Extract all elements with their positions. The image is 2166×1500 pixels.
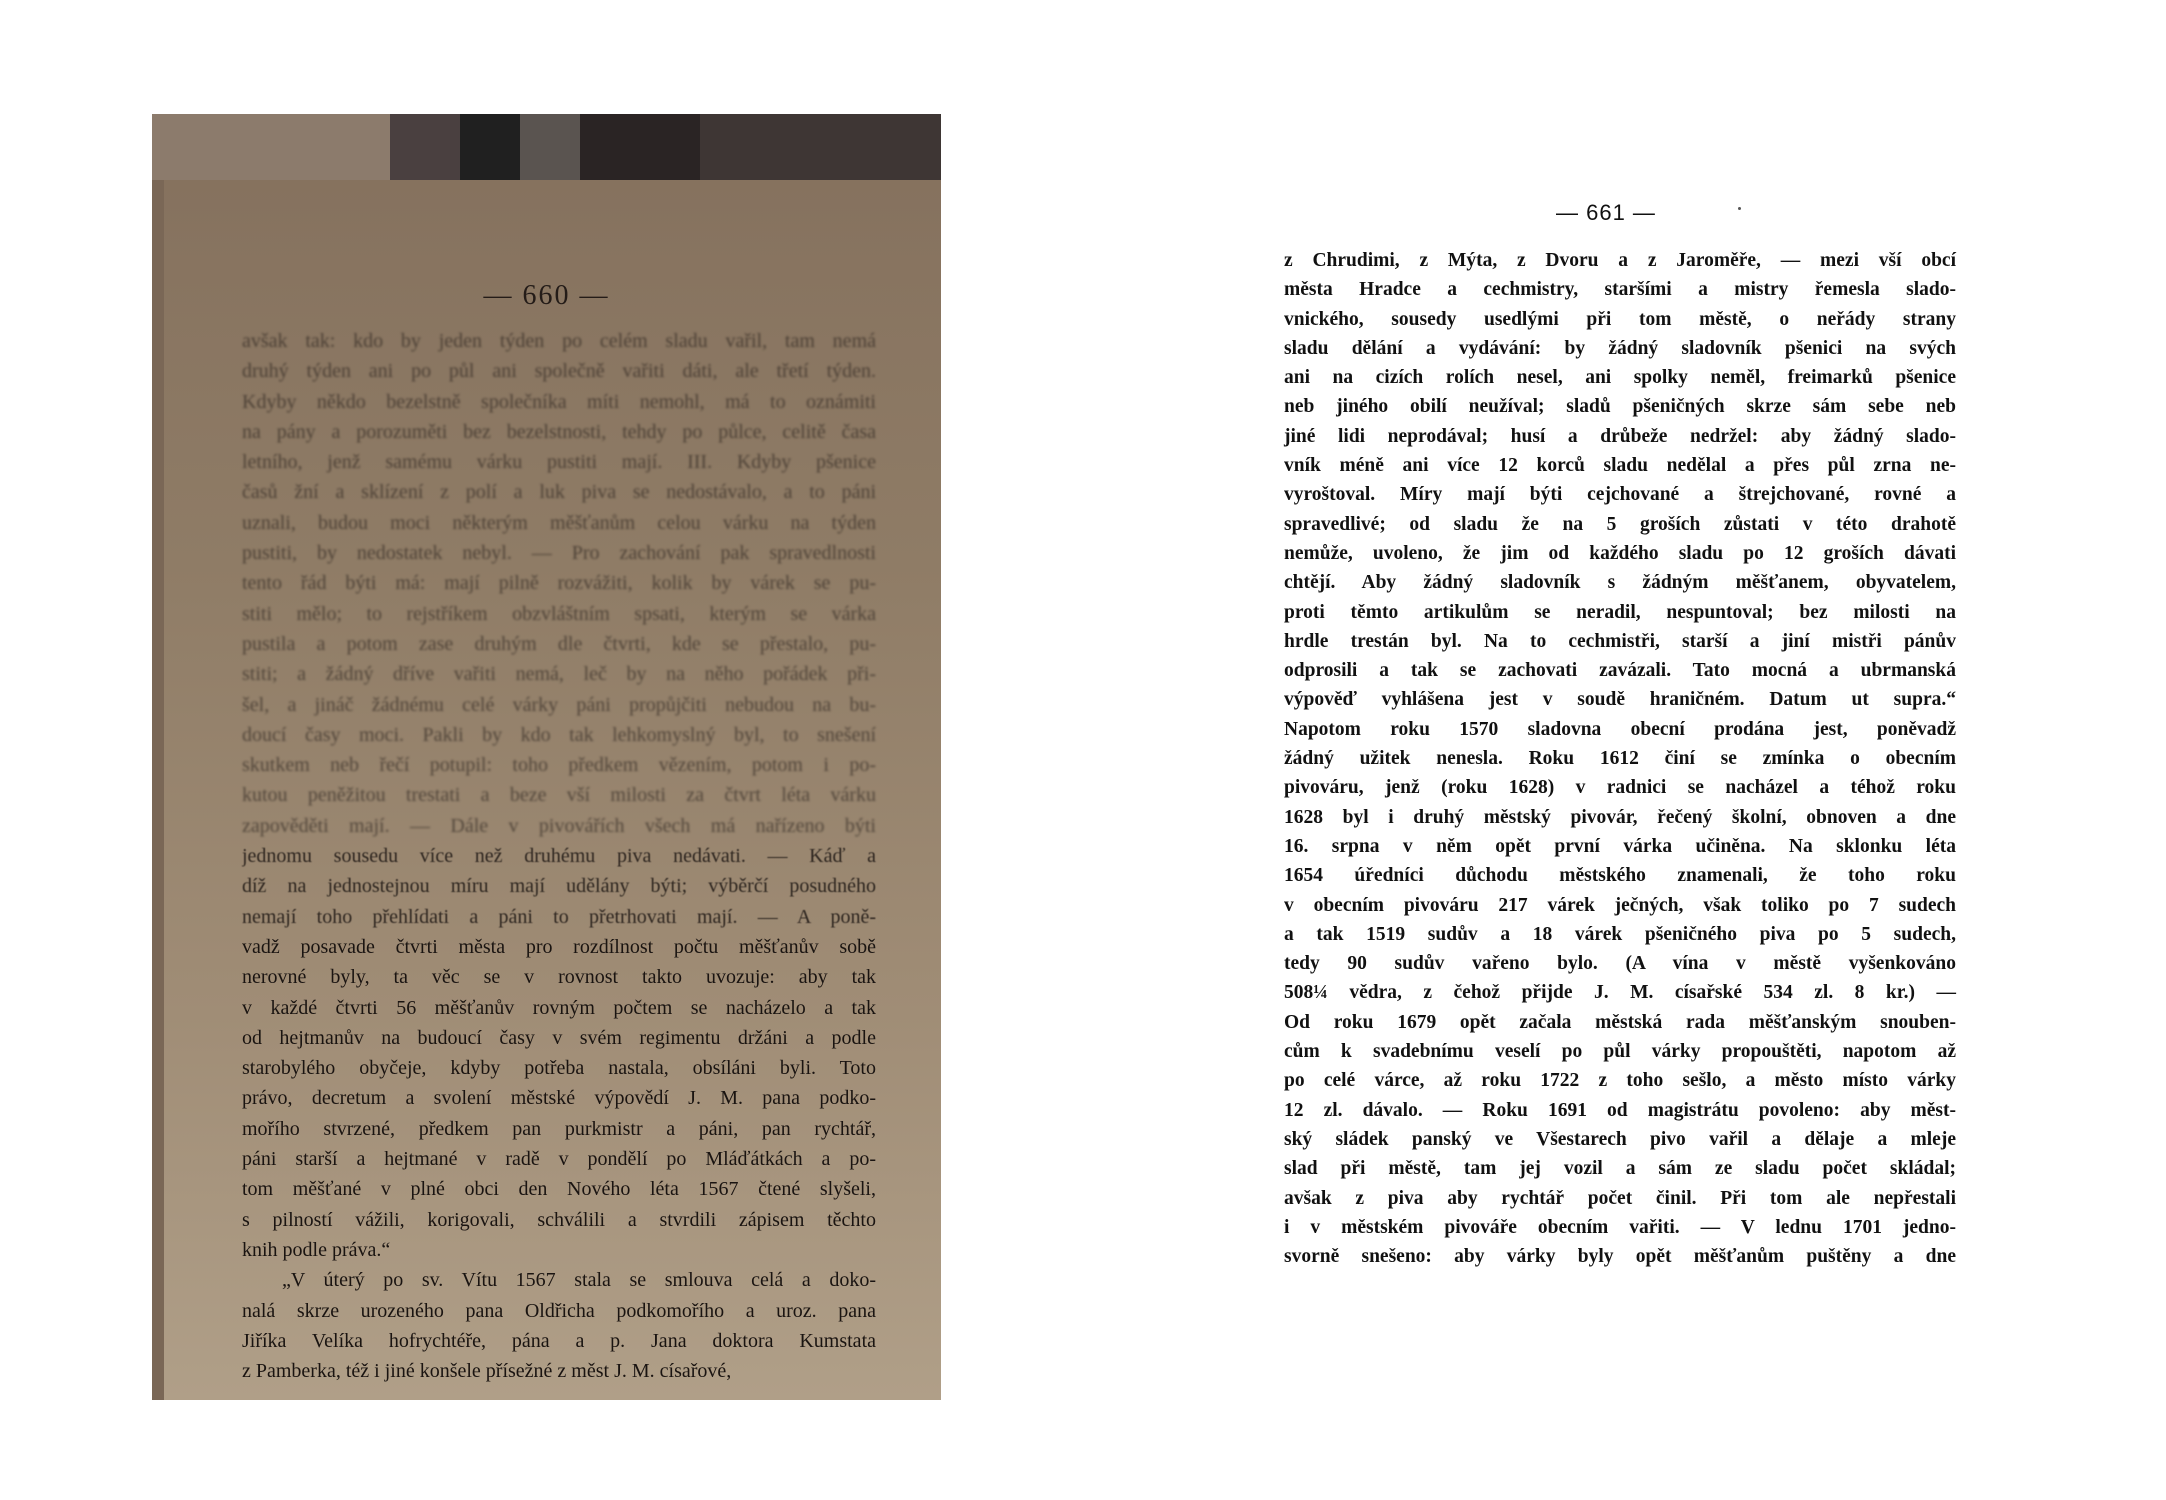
right-text-line: proti těmto artikulům se neradil, nespuntoval; bez milosti na bbox=[1284, 601, 1956, 623]
right-text-line: sladu dělání a vydávání: by žádný sladovník pšenici na svých bbox=[1284, 337, 1956, 359]
left-text-line: stiti; a žádný dříve vařiti nemá, leč by na něho pořádek při- bbox=[242, 663, 876, 686]
right-text-line: z Chrudimi, z Mýta, z Dvoru a z Jaroměře, — mezi vší obcí bbox=[1284, 250, 1956, 271]
left-text-line: letního, jenž samému várku pustiti mají. III. Kdyby pšenice bbox=[242, 451, 876, 474]
right-text-line: slad při městě, tam jej vozil a sám ze sladu počet skládal; bbox=[1284, 1158, 1956, 1180]
right-text-line: vník méně ani více 12 korců sladu nedělal a přes půl zrna ne- bbox=[1284, 455, 1956, 477]
right-text-line: neb jiného obilí neužíval; sladů pšeničných skrze sám sebe neb bbox=[1284, 396, 1956, 418]
right-text-line: svorně snešeno: aby várky byly opět měšťanům puštěny a dne bbox=[1284, 1246, 1956, 1268]
left-text-line: od hejtmanův na budoucí časy v svém regimentu držáni a podle bbox=[242, 1026, 876, 1049]
left-text-line: s pilností vážili, korigovali, schválili a stvrdili zápisem těchto bbox=[242, 1208, 876, 1231]
left-text-line: skutkem neb řečí potupil: toho předkem vězením, potom i po- bbox=[242, 754, 876, 777]
left-page-scan bbox=[152, 114, 941, 1400]
scan-speck bbox=[1738, 207, 1741, 210]
left-text-line: vadž posavade čtvrti města pro rozdílnost počtu měšťanův sobě bbox=[242, 935, 876, 958]
right-text-line: a tak 1519 sudův a 18 várek pšeničného piva po 5 sudech, bbox=[1284, 923, 1956, 945]
right-text-line: odprosili a tak se zachovati zavázali. Tato mocná a ubrmanská bbox=[1284, 660, 1956, 682]
right-text-line: pivováru, jenž (roku 1628) v radnici se nacházel a téhož roku bbox=[1284, 777, 1956, 799]
left-text-line: Jiříka Velíka hofrychtéře, pána a p. Jana doktora Kumstata bbox=[242, 1329, 876, 1352]
left-text-line: knih podle práva.“ bbox=[242, 1238, 391, 1261]
right-text-line: 1654 úředníci důchodu městského znamenali, že toho roku bbox=[1284, 865, 1956, 887]
right-text-line: po celé várce, až roku 1722 z toho sešlo, a město místo várky bbox=[1284, 1070, 1956, 1092]
right-text-line: spravedlivé; od sladu že na 5 groších zůstati v této drahotě bbox=[1284, 513, 1956, 535]
right-text-line: města Hradce a cechmistry, staršími a mistry řemesla slado- bbox=[1284, 279, 1956, 301]
left-text-line: pustila a potom zase druhým dle čtvrti, kde se přestalo, pu- bbox=[242, 632, 876, 655]
left-text-line: Kdyby někdo bezelstně společníka míti nemohl, má to oznámiti bbox=[242, 390, 876, 413]
right-text-line: ský sládek panský ve Všestarech pivo vařil a dělaje a mleje bbox=[1284, 1128, 1956, 1150]
left-page-number: — 660 — bbox=[483, 280, 610, 311]
scan-edge-strip bbox=[152, 180, 164, 1400]
left-text-line: v každé čtvrti 56 měšťanův rovným počtem se nacházelo a tak bbox=[242, 996, 876, 1019]
right-text-line: avšak z piva aby rychtář počet činil. Při tom ale nepřestali bbox=[1284, 1187, 1956, 1209]
left-text-line: mořího stvrzené, předkem pan purkmistr a páni, pan rychtář, bbox=[242, 1117, 876, 1140]
right-page-number: — 661 — bbox=[1556, 200, 1656, 225]
left-page-text bbox=[242, 326, 876, 1386]
right-text-line: cům k svadebnímu veselí po půl várky propouštěti, napotom až bbox=[1284, 1041, 1956, 1063]
left-text-line: na pány a porozuměti bez bezelstnosti, tehdy po půlce, celitě časa bbox=[242, 420, 876, 443]
right-text-line: 12 zl. dávalo. — Roku 1691 od magistrátu povoleno: aby měst- bbox=[1284, 1099, 1956, 1121]
right-text-line: ani na cizích rolích nesel, ani spolky neměl, freimarků pšenice bbox=[1284, 367, 1956, 389]
right-text-line: 508¼ vědra, z čehož přijde J. M. císařské 534 zl. 8 kr.) — bbox=[1284, 982, 1956, 1004]
right-text-line: vnického, sousedy usedlými při tom městě, o neřády strany bbox=[1284, 308, 1956, 330]
right-text-line: nemůže, uvoleno, že jim od každého sladu po 12 groších dávati bbox=[1284, 542, 1956, 564]
left-text-line: tom měšťané v plné obci den Nového léta 1567 čtené slyšeli, bbox=[242, 1178, 876, 1201]
left-text-line: pustiti, by nedostatek nebyl. — Pro zachování pak spravedlnosti bbox=[242, 542, 876, 565]
left-text-line: šel, a jináč žádnému celé várky páni propůjčiti nebudou na bu- bbox=[242, 693, 876, 716]
left-text-line: nalá skrze urozeného pana Oldřicha podkomořího a uroz. pana bbox=[242, 1299, 876, 1322]
left-text-line: doucí časy moci. Pakli by kdo tak lehkomyslný byl, to snešení bbox=[242, 723, 876, 746]
left-text-line: „V úterý po sv. Vítu 1567 stala se smlouva celá a doko- bbox=[282, 1269, 876, 1292]
right-text-line: v obecním pivováru 217 várek ječných, však toliko po 7 sudech bbox=[1284, 894, 1956, 916]
right-text-line: výpověď vyhlášena jest v soudě hraničném. Datum ut supra.“ bbox=[1284, 689, 1956, 711]
left-text-line: stiti mělo; to rejstříkem obzvláštním spsati, kterým se várka bbox=[242, 602, 876, 625]
right-text-line: 1628 byl i druhý městský pivovár, řečený školní, obnoven a dne bbox=[1284, 806, 1956, 828]
left-text-line: nerovné byly, ta věc se v rovnost takto uvozuje: aby tak bbox=[242, 966, 876, 989]
right-text-line: žádný užitek nenesla. Roku 1612 činí se zmínka o obecním bbox=[1284, 748, 1956, 770]
left-text-line: avšak tak: kdo by jeden týden po celém sladu vařil, tam nemá bbox=[242, 330, 876, 352]
left-text-line: starobylého obyčeje, kdyby potřeba nastala, obsíláni byli. Toto bbox=[242, 1057, 876, 1080]
right-text-line: vyroštoval. Míry mají býti cejchované a štrejchované, rovné a bbox=[1284, 484, 1956, 506]
left-text-line: uznali, budou moci některým měšťanům celou várku na týden bbox=[242, 511, 876, 534]
left-text-line: časů žní a sklízení z polí a luk piva se nedostávalo, a to páni bbox=[242, 481, 876, 504]
left-text-line: zapověděti mají. — Dále v pivovářích všech má nařízeno býti bbox=[242, 814, 876, 837]
left-text-line: nemají toho přehlídati a páni to přetrhovati mají. — A poně- bbox=[242, 905, 876, 928]
left-text-line: díž na jednostejnou míru mají udělány býti; výběrčí posudného bbox=[242, 875, 876, 898]
right-text-line: hrdle trestán byl. Na to cechmistři, starší a jiní mistři pánův bbox=[1284, 630, 1956, 652]
left-text-line: tento řád býti má: mají pilně rozvážiti, kolik by várek se pu- bbox=[242, 572, 876, 595]
left-text-line: právo, decretum a svolení městské výpovědí J. M. pana podko- bbox=[242, 1087, 876, 1110]
right-text-line: tedy 90 sudův vařeno bylo. (A vína v městě vyšenkováno bbox=[1284, 953, 1956, 975]
left-text-line: páni starší a hejtmané v radě v pondělí po Mláďátkách a po- bbox=[242, 1148, 876, 1171]
right-text-line: Od roku 1679 opět začala městská rada měšťanským snouben- bbox=[1284, 1011, 1956, 1033]
scan-top-dark-band bbox=[152, 114, 941, 180]
right-text-line: chtějí. Aby žádný sladovník s žádným měšťanem, obyvatelem, bbox=[1284, 572, 1956, 594]
right-page-text bbox=[1284, 246, 1956, 1271]
right-text-line: jiné lidi neprodával; husí a drůbeže nedržel: aby žádný slado- bbox=[1284, 425, 1956, 447]
left-text-line: jednomu sousedu více než druhému piva nedávati. — Káď a bbox=[242, 845, 876, 868]
right-text-line: Napotom roku 1570 sladovna obecní prodána jest, poněvadž bbox=[1284, 718, 1956, 740]
left-text-line: druhý týden ani po půl ani společně vařiti dáti, ale třetí týden. bbox=[242, 360, 876, 383]
left-text-line: z Pamberka, též i jiné konšele přísežné z měst J. M. císařové, bbox=[242, 1360, 732, 1383]
left-text-line: kutou peněžitou trestati a beze vší milosti za čtvrt léta várku bbox=[242, 784, 876, 807]
right-text-line: i v městském pivováře obecním vařiti. — V lednu 1701 jedno- bbox=[1284, 1216, 1956, 1238]
right-text-line: 16. srpna v něm opět první várka učiněna. Na sklonku léta bbox=[1284, 835, 1956, 857]
